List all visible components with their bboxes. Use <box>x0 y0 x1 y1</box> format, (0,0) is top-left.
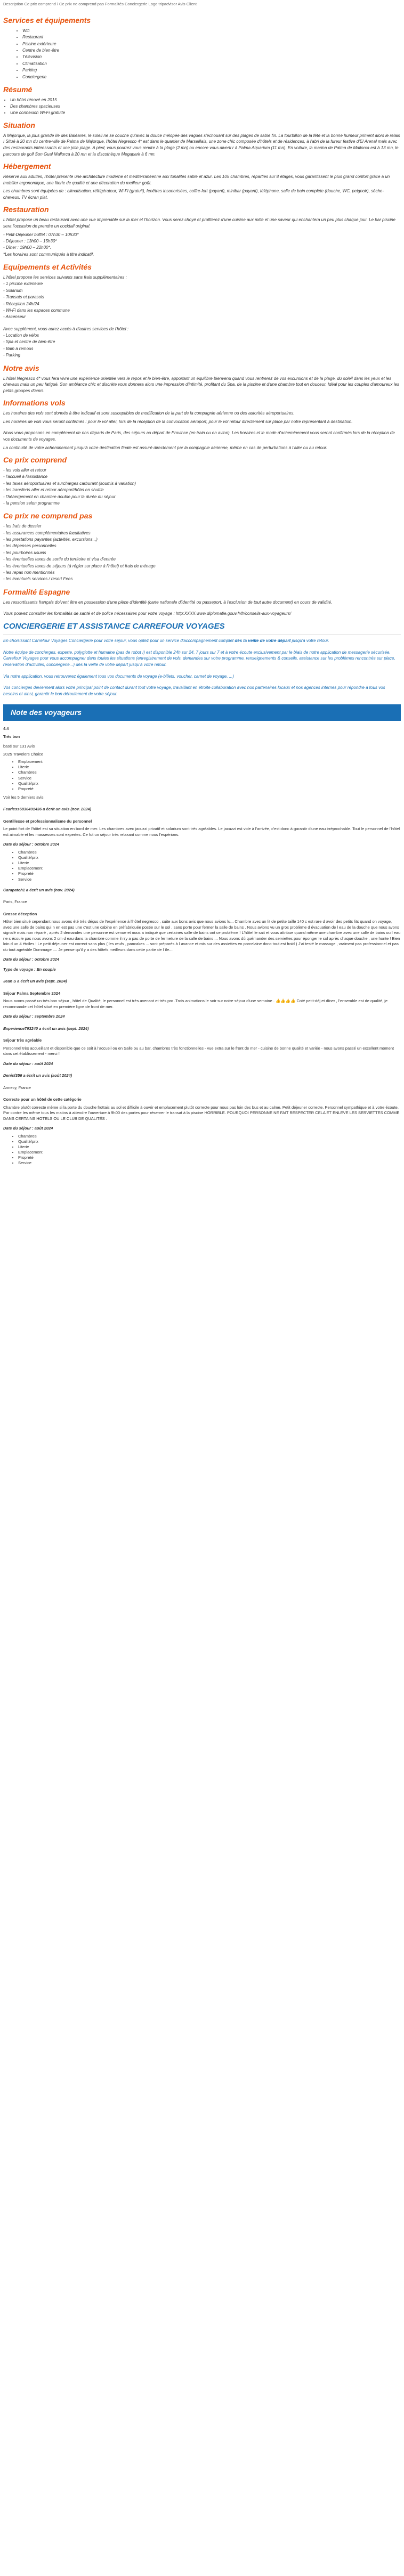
list-item: • Climatisation <box>22 61 401 67</box>
restauration-title: Restauration <box>3 205 49 214</box>
restauration-line: - Petit-Déjeuner buffet : 07h30 – 10h30* <box>3 232 79 237</box>
restauration-line: *Les horaires sont communiqués à titre indicatif. <box>3 251 94 257</box>
list-item: • Qualité/prix <box>18 781 401 786</box>
comprend-line: - les taxes aéroportuaires et surcharges carburant (soumis à variation) <box>3 481 136 486</box>
conciergerie-text-1a: En choisissant Carrefour Voyages Conciergerie pour votre séjour, vous optez pour un service d'accompagnement complet <box>3 638 235 644</box>
review-score: 4.4 <box>3 726 9 732</box>
conciergerie-text-2: Notre équipe de concierges, experte, polyglotte et humaine (pas de robot !) est disponible 24h sur 24, 7 jours sur 7 et à votre écoute exclusivement par le biais de notre application de messagerie sécurisée. Carrefour Voyages pour vous accompagner dans toutes les situations (enregistrement de vols, demandes sur votre programme, renseignements & conseils, assistance sur les problèmes rencontrés sur place, réservation d'activités, conciergerie...) dès la veille de votre départ jusqu'à votre retour. <box>3 649 395 667</box>
list-item: • Des chambres spacieuses <box>4 103 401 110</box>
ne-comprend-line: - les éventuelles taxes de sortie du territoire et visa d'entrée <box>3 557 116 562</box>
hebergement-text-1: Réservé aux adultes, l'hôtel présente une architecture moderne et méditerranéenne aux tonalités sable et azur. Les 105 chambres, réparties sur 8 étages, vous garantissent le plus grand confort grâce à un mobilier ergonomique, une literie de qualité et une décoration du meilleur goût. <box>3 174 390 185</box>
list-item: • Service <box>18 1160 401 1166</box>
reviews-section <box>3 726 401 1166</box>
restauration-line: - Dîner : 19h00 – 22h00*. <box>3 245 51 250</box>
comprend-line: - l'accueil à l'assistance <box>3 474 48 480</box>
list-item: • Literie <box>18 765 401 770</box>
ne-comprend-line: - les repas non mentionnés <box>3 570 55 575</box>
review-title: Correcte pour un hôtel de cette catégorie <box>3 1097 82 1102</box>
list-item: • Emplacement <box>18 1150 401 1155</box>
review-based-on: basé sur 131 Avis <box>3 744 35 749</box>
review-criteria-list <box>3 759 401 792</box>
list-item: • Conciergerie <box>22 74 401 80</box>
equipements-line: - Solarium <box>3 288 23 293</box>
review-date: Date du séjour : août 2024 <box>3 1126 53 1131</box>
comprend-line: - les transferts aller et retour aéroport/hôtel en shuttle <box>3 487 104 493</box>
ne-comprend-line: - les assurances complémentaires facultatives <box>3 530 91 535</box>
review-author: Carapatch1 a écrit un avis (nov. 2024) <box>3 887 75 892</box>
ne-comprend-title: Ce prix ne comprend pas <box>3 511 93 521</box>
situation-title: Situation <box>3 120 35 129</box>
avis-title: Notre avis <box>3 363 39 372</box>
equipements-line: - Wi-Fi dans les espaces commune <box>3 307 70 313</box>
top-nav-text <box>3 0 401 11</box>
equipements-line: - Location de vélos <box>3 333 39 338</box>
comprend-title: Ce prix comprend <box>3 456 67 465</box>
ne-comprend-line: - les pourboires usuels <box>3 550 46 555</box>
review-title: Gentillesse et professionnalisme du personnel <box>3 818 92 824</box>
list-item: • Piscine extérieure <box>22 41 401 47</box>
page <box>0 0 404 1166</box>
ne-comprend-line: - les prestations payantes (activités, excursions...) <box>3 537 98 542</box>
services-list <box>3 28 401 80</box>
conciergerie-title: CONCIERGERIE ET ASSISTANCE CARREFOUR VOYAGES <box>3 621 225 631</box>
list-item: • Emplacement <box>18 866 401 871</box>
list-item: • Literie <box>18 860 401 866</box>
list-item: • Qualité/prix <box>18 1139 401 1144</box>
conciergerie-text-3: Via notre application, vous retrouverez également tous vos documents de voyage (e-billets, voucher, carnet de voyage, ...) <box>3 673 234 679</box>
list-item: • Literie <box>18 1144 401 1150</box>
comprend-line: - les vols aller et retour <box>3 468 46 473</box>
review-date: Date du séjour : septembre 2024 <box>3 1014 65 1019</box>
see-last-reviews-link[interactable]: Voir les 5 derniers avis <box>3 794 44 800</box>
list-item: • Parking <box>22 67 401 74</box>
list-item: • Qualité/prix <box>18 855 401 860</box>
list-item: • Propreté <box>18 871 401 876</box>
list-item: • Propreté <box>18 786 401 792</box>
review-trip-type: Type de voyage : En couple <box>3 966 56 972</box>
restauration-line: - Déjeuner : 13h00 – 15h30* <box>3 238 57 243</box>
equipements-title: Equipements et Activités <box>3 263 92 272</box>
list-item: • Télévision <box>22 54 401 60</box>
hebergement-title: Hébergement <box>3 162 51 171</box>
ne-comprend-line: - les éventuels services / resort Fees <box>3 576 73 582</box>
comprend-line: - la pension selon programme <box>3 501 60 506</box>
formalite-title: Formalité Espagne <box>3 587 70 596</box>
review-body: Hôtel bien situé cependant nous avons été très déçus de l'expérience à l'hôtel negresco , suite aux bons avis que nous avions lu... Chambre avec un lit de petite taille 140 c est rare d avoir des petits lits quand on voyage, avec une salle de bains qui n en est pas une c'est une cabine en préfabriquée posée sur le sol , sans porte pour fermer la salle de bains . Nous avions vu un gros problème d évacuation de l eau de la douche que nous avons signalé mais non réparé , après 2 demandes une personne est venue et nous a indiqué que certaines salle de bains ont ce problème ! L'hôtel le sait et vous attribue quand même une chambre avec une salle de bains ou l eau ne s écoule pas nous avons 2 cm d eau dans la chambre comme il n'y a pas de porte de fermeture de la salle de bains ... Nous avons dû quémander des serviettes pour éponger le sol après chaque douche , une honte ! Bien loin d un 4 étoiles ! Le petit déjeuner est correct sans plus ( les œufs , pancakes ... sont préparés à l avance et mis sur des assiettes en porcelaine donc tout est froid ) J'ai testé le massage , vraiment pas professionnel et pas du tout agréable Dommage .... Je pense qu'il y a des hôtels meilleurs dans cette partie de l île.... <box>3 919 401 952</box>
avis-text: L'hôtel Negresco 4* vous fera vivre une expérience orientée vers le repos et le bien-être, apportant un équilibre bienvenu quand vous rentrerez de vos excursions et de la plage, du soleil dans les yeux et les chevaux mais un peu fatigué. Son ambiance chic et discrète vous donnera alors une impression d'intimité, profitant du Spa, de la piscine et d'une chambre tout en douceur. Idéal pour les couples d'amoureux les petits groupes d'amis. <box>3 376 399 393</box>
review-body: Chambre plutôt correcte même si la porte du douche frottais au sol et difficile à ouvrir et emplacement plutôt correcte pour nous pas loin des bus et au calme. Petit déjeuner correcte. Personnel sympathique et à votre écoute. Par contre les même tous les matins à attendre l'ouverture à 9h00 des portes pour réserver le transat à la piscine HORRIBLE. POURQUOI PERSONNE NE FAIT RESPECTER CELA ET ENLEVE LES SERVIETTES COMME DANS CERTAINS HOTELS OU LE CLUB DE QUALITÉS . <box>3 1104 400 1121</box>
infos-text-3: Nous vous proposons en complément de nos départs de Paris, des séjours au départ de Province (en train ou en avion). Les horaires et le mode d'acheminement vous seront confirmés lors de la réception de vos documents de voyages. <box>3 430 395 442</box>
review-body: Nous avons passé un très bon séjour , hôtel de Qualité, le personnel est très avenant et très pro .Trois animations le soir sur notre séjour d'une semaine . 👍👍👍👍 Coté petit-déj et dîner , l'ensemble est de qualité, je recommande cet hôtel situé en première ligne de front de mer. <box>3 998 388 1009</box>
review-body: Le point fort de l'hôtel est sa situation en bord de mer. Les chambres avec jacuzzi privatif et solarium sont très agréables. Le jacuzzi est vide à l'arrivée, c'est donc à garantir d'une eau irréprochable. Tout le personnel de l'hôtel est aimable et les massesses sont expertes. Ce fut un séjour très relaxant comme nous l'espérions. <box>3 826 400 837</box>
infos-text-1: Les horaires des vols sont donnés à titre indicatif et sont susceptibles de modification de la part de la compagnie aérienne ou des autorités aéroportuaires. <box>3 411 295 416</box>
list-item: • Un hôtel rénové en 2015 <box>4 97 401 103</box>
equipements-line: - Bain à remous <box>3 346 34 351</box>
reviews-banner: Note des voyageurs <box>3 704 401 721</box>
resume-title: Résumé <box>3 85 33 94</box>
review-body: Personnel très accueillant et disponible que ce soit à l'accueil ou en Salle ou au bar, chambres très fonctionnelles - vue extra sur le front de mer - cuisine de bonne qualité et variée - nous avons passé un excellent moment dans cet établissement - merci ! <box>3 1045 394 1057</box>
review-author: Experience793240 a écrit un avis (sept. 2024) <box>3 1026 89 1031</box>
review-date: Date du séjour : août 2024 <box>3 1061 53 1066</box>
ne-comprend-line: - les frais de dossier <box>3 524 42 529</box>
hebergement-text-2: Les chambres sont équipées de : climatisation, réfrigérateur, Wi-Fi (gratuit), fenêtres insonorisées, coffre-fort (payant), minibar (payant), téléphone, salle de bain complète (douche, WC, peignoir), sèche-cheveux, TV écran plat. <box>3 189 384 200</box>
list-item: • Chambres <box>18 1134 401 1139</box>
list-item: • Une connexion Wi-Fi gratuite <box>4 110 401 116</box>
list-item: • Wifi <box>22 28 401 34</box>
ne-comprend-line: - les éventuelles taxes de séjours (à régler sur place à l'hôtel) et frais de ménage <box>3 563 156 568</box>
equipements-line: - Spa et centre de bien-être <box>3 339 55 345</box>
situation-text: A Majorque, la plus grande île des Baléares, le soleil ne se couche qu'avec la douce mélopée des vagues s'échouant sur des plages de sable fin. La tourbillon de la fête et la bonne humeur priment alors le relais ! Situé à 20 mn du centre-ville de Palma de Majorque, l'hôtel Negresco 4* est dans le quartier de Marseillais, une zone chic composée d'hôtels et de résidences, à l'abri de la fureur festive d'El Arenal mais avec des restaurants intéressants et une jolie plage. A pied, vous pourrez vous rendre à la plage (2 mn) ou encore vous diverti r à Palma Aquarium (11 mn). En voiture, la marina de Palma de Mallorca est à 13 mn, le parcours de golf Son Gual Mallorca à 20 mn et la discothèque Megapark à 6 mn. <box>3 133 400 157</box>
infos-vols-title: Informations vols <box>3 399 66 408</box>
equipements-line: - Transats et parasols <box>3 295 44 300</box>
list-item: • Service <box>18 877 401 882</box>
review-criteria-list <box>3 1134 401 1166</box>
review-award: 2025 Travelers Choice <box>3 751 44 757</box>
review-author: Fearless6836491436 a écrit un avis (nov. 2024) <box>3 807 92 812</box>
top-nav-label: Description Ce prix comprend / Ce prix ne comprend pas Formalités Conciergerie Logo tripadvisor Avis Client <box>3 2 197 6</box>
conciergerie-text-4: Vos concierges deviennent alors votre principal point de contact durant tout votre voyage, travaillant en étroite collaboration avec nos partenaires locaux et nos agences internes pour répondre à tous vos besoins et ainsi, garantir le bon déroulement de votre séjour. <box>3 685 385 696</box>
formalite-text-1: Les ressortissants français doivent être en possession d'une pièce d'identité (carte nationale d'identité ou passeport, à l'exclusion de tout autre document) en cours de validité. <box>3 599 333 605</box>
review-place: Annecy, France <box>3 1085 31 1090</box>
ne-comprend-line: - les dépenses personnelles <box>3 543 56 549</box>
list-item: • Restaurant <box>22 34 401 40</box>
review-title: Séjour Palma Septembre 2024 <box>3 990 61 996</box>
review-author: Denisf356 a écrit un avis (août 2024) <box>3 1073 72 1078</box>
resume-list <box>3 97 401 116</box>
conciergerie-text-1 <box>3 638 401 644</box>
conciergerie-text-1c: jusqu'à votre retour. <box>290 638 329 644</box>
equipements-line: - Parking <box>3 353 21 358</box>
equipements-line: - Réception 24h/24 <box>3 301 39 306</box>
equipements-intro-2: Avec supplément, vous aurez accès à d'autres services de l'hôtel : <box>3 326 129 331</box>
list-item: • Propreté <box>18 1155 401 1160</box>
list-item: • Service <box>18 776 401 781</box>
review-criteria-list <box>3 850 401 882</box>
comprend-line: - l'hébergement en chambre double pour la durée du séjour <box>3 494 116 499</box>
services-title: Services et équipements <box>3 16 91 25</box>
review-date: Date du séjour : octobre 2024 <box>3 842 60 847</box>
list-item: • Centre de bien-être <box>22 47 401 54</box>
list-item: • Chambres <box>18 770 401 775</box>
review-author: Jean S a écrit un avis (sept. 2024) <box>3 979 67 984</box>
review-title: Séjour très agréable <box>3 1038 42 1043</box>
list-item: • Emplacement <box>18 759 401 765</box>
infos-text-2: Les horaires de vols vous seront confirmés : pour le vol aller, lors de la réception de la convocation aéroport, pour le vol retour directement sur place par notre représentant à destination. <box>3 419 353 424</box>
review-score-label: Très bon <box>3 734 20 739</box>
restauration-intro: L'hôtel propose un beau restaurant avec une vue imprenable sur la mer et l'horizon. Vous serez choyé et profiterez d'une cuisine aux mille et une saveur qui enchantera un peu plus chaque jour. Le bar piscine sera l'occasion de prendre un cocktail original. <box>3 217 395 229</box>
infos-text-4: La continuité de votre acheminement jusqu'à votre destination finale est assuré directement par la compagnie aérienne, même en cas de perturbations à l'aller ou au retour. <box>3 445 327 450</box>
review-title: Grosse déception <box>3 911 37 916</box>
review-place: Paris, France <box>3 899 27 905</box>
formalite-text-2[interactable]: Vous pouvez consulter les formalités de santé et de police nécessaires pour votre voyage : http:XXXX.www.diplomatie.gouv.fr/fr/conseils-aux-voyageurs/ <box>3 611 292 616</box>
conciergerie-text-1b: dès la veille de votre départ <box>235 638 291 644</box>
equipements-intro: L'hôtel propose les services suivants sans frais supplémentaires : <box>3 274 127 280</box>
list-item: • Chambres <box>18 850 401 855</box>
equipements-line: - 1 piscine extérieure <box>3 281 43 287</box>
review-date: Date du séjour : octobre 2024 <box>3 957 60 962</box>
equipements-line: - Ascenseur <box>3 314 26 320</box>
